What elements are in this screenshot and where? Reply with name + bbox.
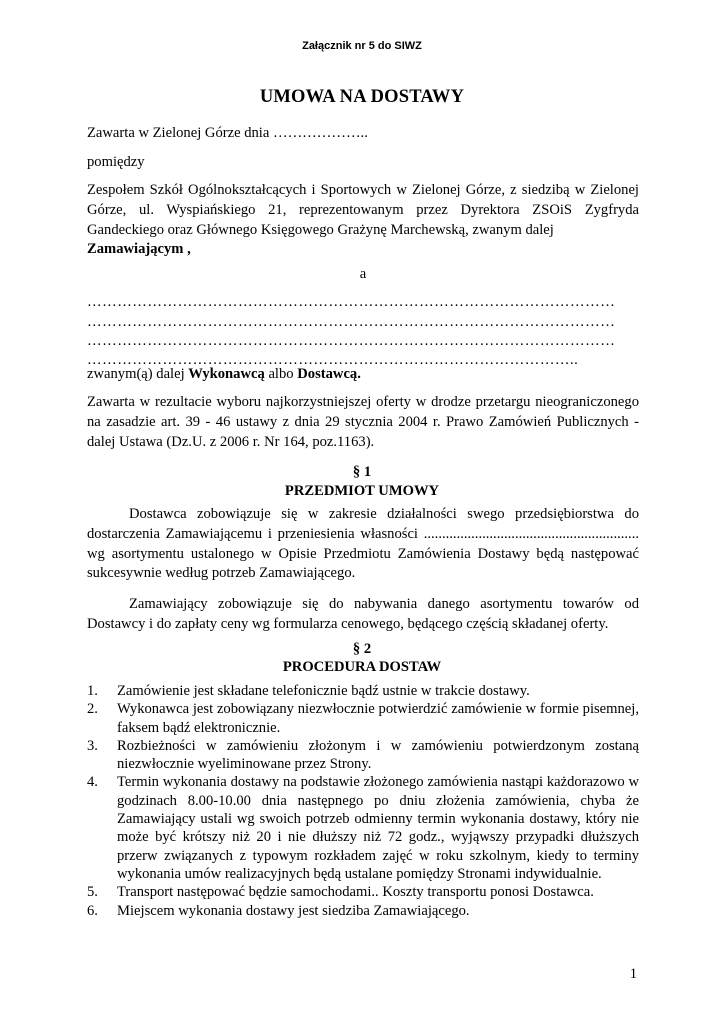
- section2-heading: PROCEDURA DOSTAW: [282, 659, 442, 675]
- list-item-text: Wykonawca jest zobowiązany niezwłocznie potwierdzić zamówienie w formie pisemnej, faksem bądź elektronicznie.: [117, 701, 639, 736]
- list-item-number: 2.: [87, 701, 98, 718]
- list-item: [87, 883, 639, 901]
- party1-text: Zespołem Szkół Ogólnokształcących i Sportowych w Zielonej Górze, z siedzibą w Zielonej Górze, ul. Wyspiańskiego 21, reprezentowanym przez Dyrektora ZSOiS Zygfryda Gandeckiego oraz Głównego Księgowego Grażynę Marchewską, zwanym dalej: [87, 182, 639, 238]
- document-title: UMOWA NA DOSTAWY: [259, 87, 465, 107]
- list-item-text: Zamówienie jest składane telefonicznie bądź ustnie w trakcie dostawy.: [117, 683, 530, 699]
- list-item-number: 3.: [87, 737, 98, 754]
- list-item: [87, 682, 639, 700]
- section2-number: § 2: [352, 641, 372, 657]
- basis-paragraph: Zawarta w rezultacie wyboru najkorzystniejszej oferty w drodze przetargu nieograniczonego na zasadzie art. 39 - 46 ustawy z dnia 29 stycznia 2004 r. Prawo Zamówień Publicznych - dalej Ustawa (Dz.U. z 2006 r. Nr 164, poz.1163).: [87, 394, 639, 450]
- section1-number: § 1: [352, 464, 372, 480]
- and-line: a: [359, 266, 367, 282]
- list-item-number: 6.: [87, 902, 98, 919]
- called-line: [87, 365, 639, 385]
- attachment-header: Załącznik nr 5 do SIWZ: [302, 40, 422, 52]
- concluded-line: Zawarta w Zielonej Górze dnia ………………..: [87, 125, 368, 141]
- list-item-text: Termin wykonania dostawy na podstawie złożonego zamówienia nastąpi każdorazowo w godzinach 8.00-10.00 dnia następnego po dniu złożenia zamówienia, chyba że Zamawiający ustali wg swoich potrzeb odmienny termin wykonania dostawy, który nie może być krótszy niż 20 i nie dłuższy niż 72 godz., wyjąwszy przypadki dłuższych przerw związanych z typowym rozkładem zajęć w roku szkolnym, kiedy to terminy wykonania umów realizacyjnych będą ustalane pomiędzy Stronami indywidualnie.: [117, 774, 639, 882]
- called-prefix: zwanym(ą) dalej: [87, 366, 189, 382]
- page-number: 1: [629, 966, 637, 982]
- between-line: pomiędzy: [87, 154, 145, 170]
- list-item-number: 5.: [87, 884, 98, 901]
- supplier-term: Dostawcą.: [297, 366, 361, 382]
- party1-name: Zamawiającym ,: [87, 241, 191, 258]
- dots-line-4: ……………………………………………………………………………………..: [87, 352, 579, 368]
- party1-paragraph: [87, 181, 639, 260]
- contractor-term: Wykonawcą: [188, 366, 265, 382]
- procedure-list: [87, 682, 639, 920]
- list-item-number: 1.: [87, 683, 98, 699]
- section1-para2: Zamawiający zobowiązuje się do nabywania danego asortymentu towarów od Dostawcy i do zapłaty ceny wg formularza cenowego, będącego częścią składanej oferty.: [87, 596, 639, 632]
- list-item-text: Rozbieżności w zamówieniu złożonym i w zamówieniu potwierdzonym zostaną niezwłocznie wyeliminowane przez Strony.: [117, 737, 639, 773]
- called-or: albo: [264, 366, 298, 382]
- list-item-text: Miejscem wykonania dostawy jest siedziba Zamawiającego.: [117, 902, 470, 919]
- list-item: [87, 773, 639, 883]
- list-item-number: 4.: [87, 774, 98, 791]
- dots-line-2: ……………………………………………………………………………………………: [87, 314, 616, 330]
- list-item: [87, 700, 639, 737]
- section1-heading: PRZEDMIOT UMOWY: [284, 483, 440, 499]
- list-item: [87, 737, 639, 774]
- dots-line-3: ……………………………………………………………………………………………: [87, 333, 616, 349]
- list-item-text: Transport następować będzie samochodami.. Koszty transportu ponosi Dostawca.: [117, 884, 594, 901]
- list-item: [87, 902, 639, 920]
- dots-line-1: ……………………………………………………………………………………………: [87, 294, 616, 310]
- section1-para1: Dostawca zobowiązuje się w zakresie działalności swego przedsiębiorstwa do dostarczenia Zamawiającemu i przeniesienia własności ........................................................... wg asortymentu ustalonego w Opisie Przedmiotu Zamówienia Dostawy będą następować sukcesywnie według potrzeb Zamawiającego.: [87, 506, 639, 582]
